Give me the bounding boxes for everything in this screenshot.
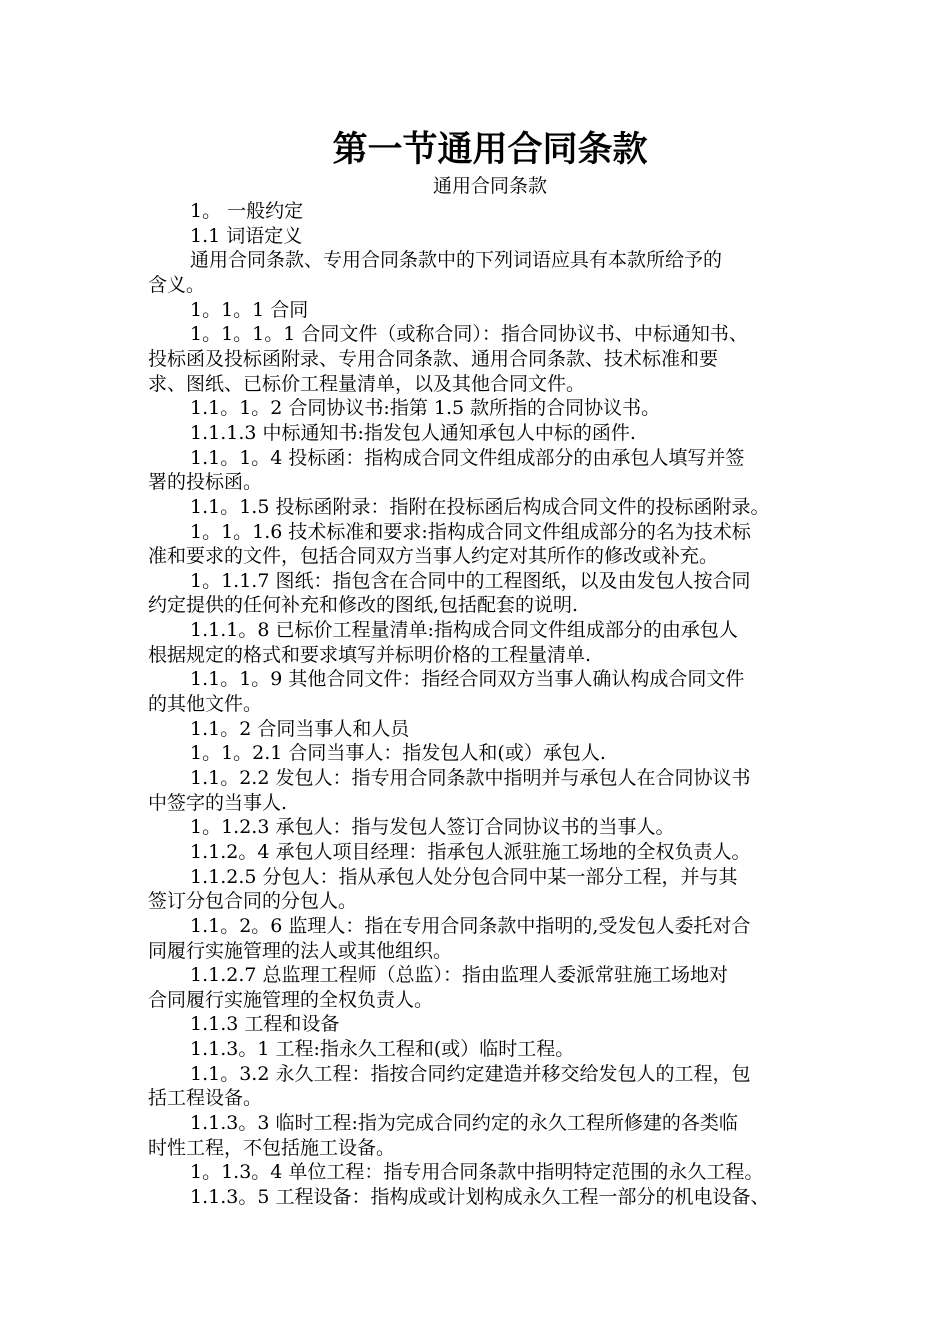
page-subtitle: 通用合同条款 <box>432 175 547 197</box>
paragraph-line: 1。 一般约定 <box>190 200 304 222</box>
paragraph-continuation-line: 署的投标函。 <box>148 471 263 494</box>
paragraph-line: 1。1。1 合同 <box>190 298 309 321</box>
paragraph-line: 1。1.2.3 承包人：指与发包人签订合同协议书的当事人。 <box>190 816 675 839</box>
paragraph-line: 1.1.1。8 已标价工程量清单:指构成合同文件组成部分的由承包人 <box>190 619 738 641</box>
paragraph-line: 1.1。1.5 投标函附录：指附在投标函后构成合同文件的投标函附录。 <box>190 495 770 518</box>
paragraph-line: 1.1.1.3 中标通知书:指发包人通知承包人中标的函件. <box>190 421 636 444</box>
paragraph-line: 1.1。2。6 监理人：指在专用合同条款中指明的,受发包人委托对合 <box>190 914 751 937</box>
paragraph-line: 1。1。1。1 合同文件（或称合同）：指合同协议书、中标通知书、 <box>190 323 748 346</box>
paragraph-continuation-line: 根据规定的格式和要求填写并标明价格的工程量清单. <box>148 643 592 666</box>
paragraph-continuation-line: 合同履行实施管理的全权负责人。 <box>148 988 434 1011</box>
paragraph-continuation-line: 准和要求的文件，包括合同双方当事人约定对其所作的修改或补充。 <box>148 545 719 568</box>
paragraph-continuation-line: 含义。 <box>148 273 206 296</box>
paragraph-line: 1.1。2 合同当事人和人员 <box>190 717 410 740</box>
paragraph-line: 1.1.3。3 临时工程:指为完成合同约定的永久工程所修建的各类临 <box>190 1112 738 1134</box>
paragraph-line: 1。1。1.6 技术标准和要求:指构成合同文件组成部分的名为技术标 <box>190 520 751 543</box>
paragraph-line: 1.1.3 工程和设备 <box>190 1013 340 1036</box>
paragraph-line: 1。1。2.1 合同当事人：指发包人和(或）承包人. <box>190 742 606 765</box>
paragraph-continuation-line: 求、图纸、已标价工程量清单，以及其他合同文件。 <box>148 372 586 395</box>
paragraph-line: 1.1.3。1 工程:指永久工程和(或）临时工程。 <box>190 1038 575 1061</box>
paragraph-line: 1。1.3。4 单位工程：指专用合同条款中指明特定范围的永久工程。 <box>190 1161 764 1184</box>
paragraph-continuation-line: 签订分包合同的分包人。 <box>148 890 358 913</box>
paragraph-continuation-line: 约定提供的任何补充和修改的图纸,包括配套的说明. <box>148 594 579 617</box>
paragraph-line: 1.1。2.2 发包人：指专用合同条款中指明并与承包人在合同协议书 <box>190 766 751 789</box>
paragraph-line: 1.1.2.5 分包人：指从承包人处分包合同中某一部分工程，并与其 <box>190 865 738 888</box>
paragraph-line: 1.1。3.2 永久工程：指按合同约定建造并移交给发包人的工程，包 <box>190 1062 751 1085</box>
paragraph-line: 1.1。1。2 合同协议书:指第 1.5 款所指的合同协议书。 <box>190 397 661 420</box>
paragraph-line: 1.1.2.7 总监理工程师（总监）：指由监理人委派常驻施工场地对 <box>190 964 729 987</box>
paragraph-continuation-line: 括工程设备。 <box>148 1087 263 1110</box>
paragraph-continuation-line: 投标函及投标函附录、专用合同条款、通用合同条款、技术标准和要 <box>148 347 719 370</box>
paragraph-continuation-line: 时性工程，不包括施工设备。 <box>148 1136 396 1159</box>
paragraph-continuation-line: 的其他文件。 <box>148 693 263 715</box>
paragraph-continuation-line: 同履行实施管理的法人或其他组织。 <box>148 939 453 962</box>
paragraph-line: 通用合同条款、专用合同条款中的下列词语应具有本款所给予的 <box>190 249 723 272</box>
paragraph-line: 1.1。1。4 投标函：指构成合同文件组成部分的由承包人填写并签 <box>190 446 745 469</box>
page-title: 第一节通用合同条款 <box>332 130 648 170</box>
paragraph-line: 1.1.2。4 承包人项目经理：指承包人派驻施工场地的全权负责人。 <box>190 840 751 863</box>
paragraph-line: 1。1.1.7 图纸：指包含在合同中的工程图纸，以及由发包人按合同 <box>190 569 751 592</box>
paragraph-continuation-line: 中签字的当事人. <box>148 791 288 814</box>
paragraph-line: 1.1.3。5 工程设备：指构成或计划构成永久工程一部分的机电设备、 <box>190 1186 770 1208</box>
paragraph-line: 1.1 词语定义 <box>190 224 303 247</box>
paragraph-line: 1.1。1。9 其他合同文件：指经合同双方当事人确认构成合同文件 <box>190 668 745 691</box>
